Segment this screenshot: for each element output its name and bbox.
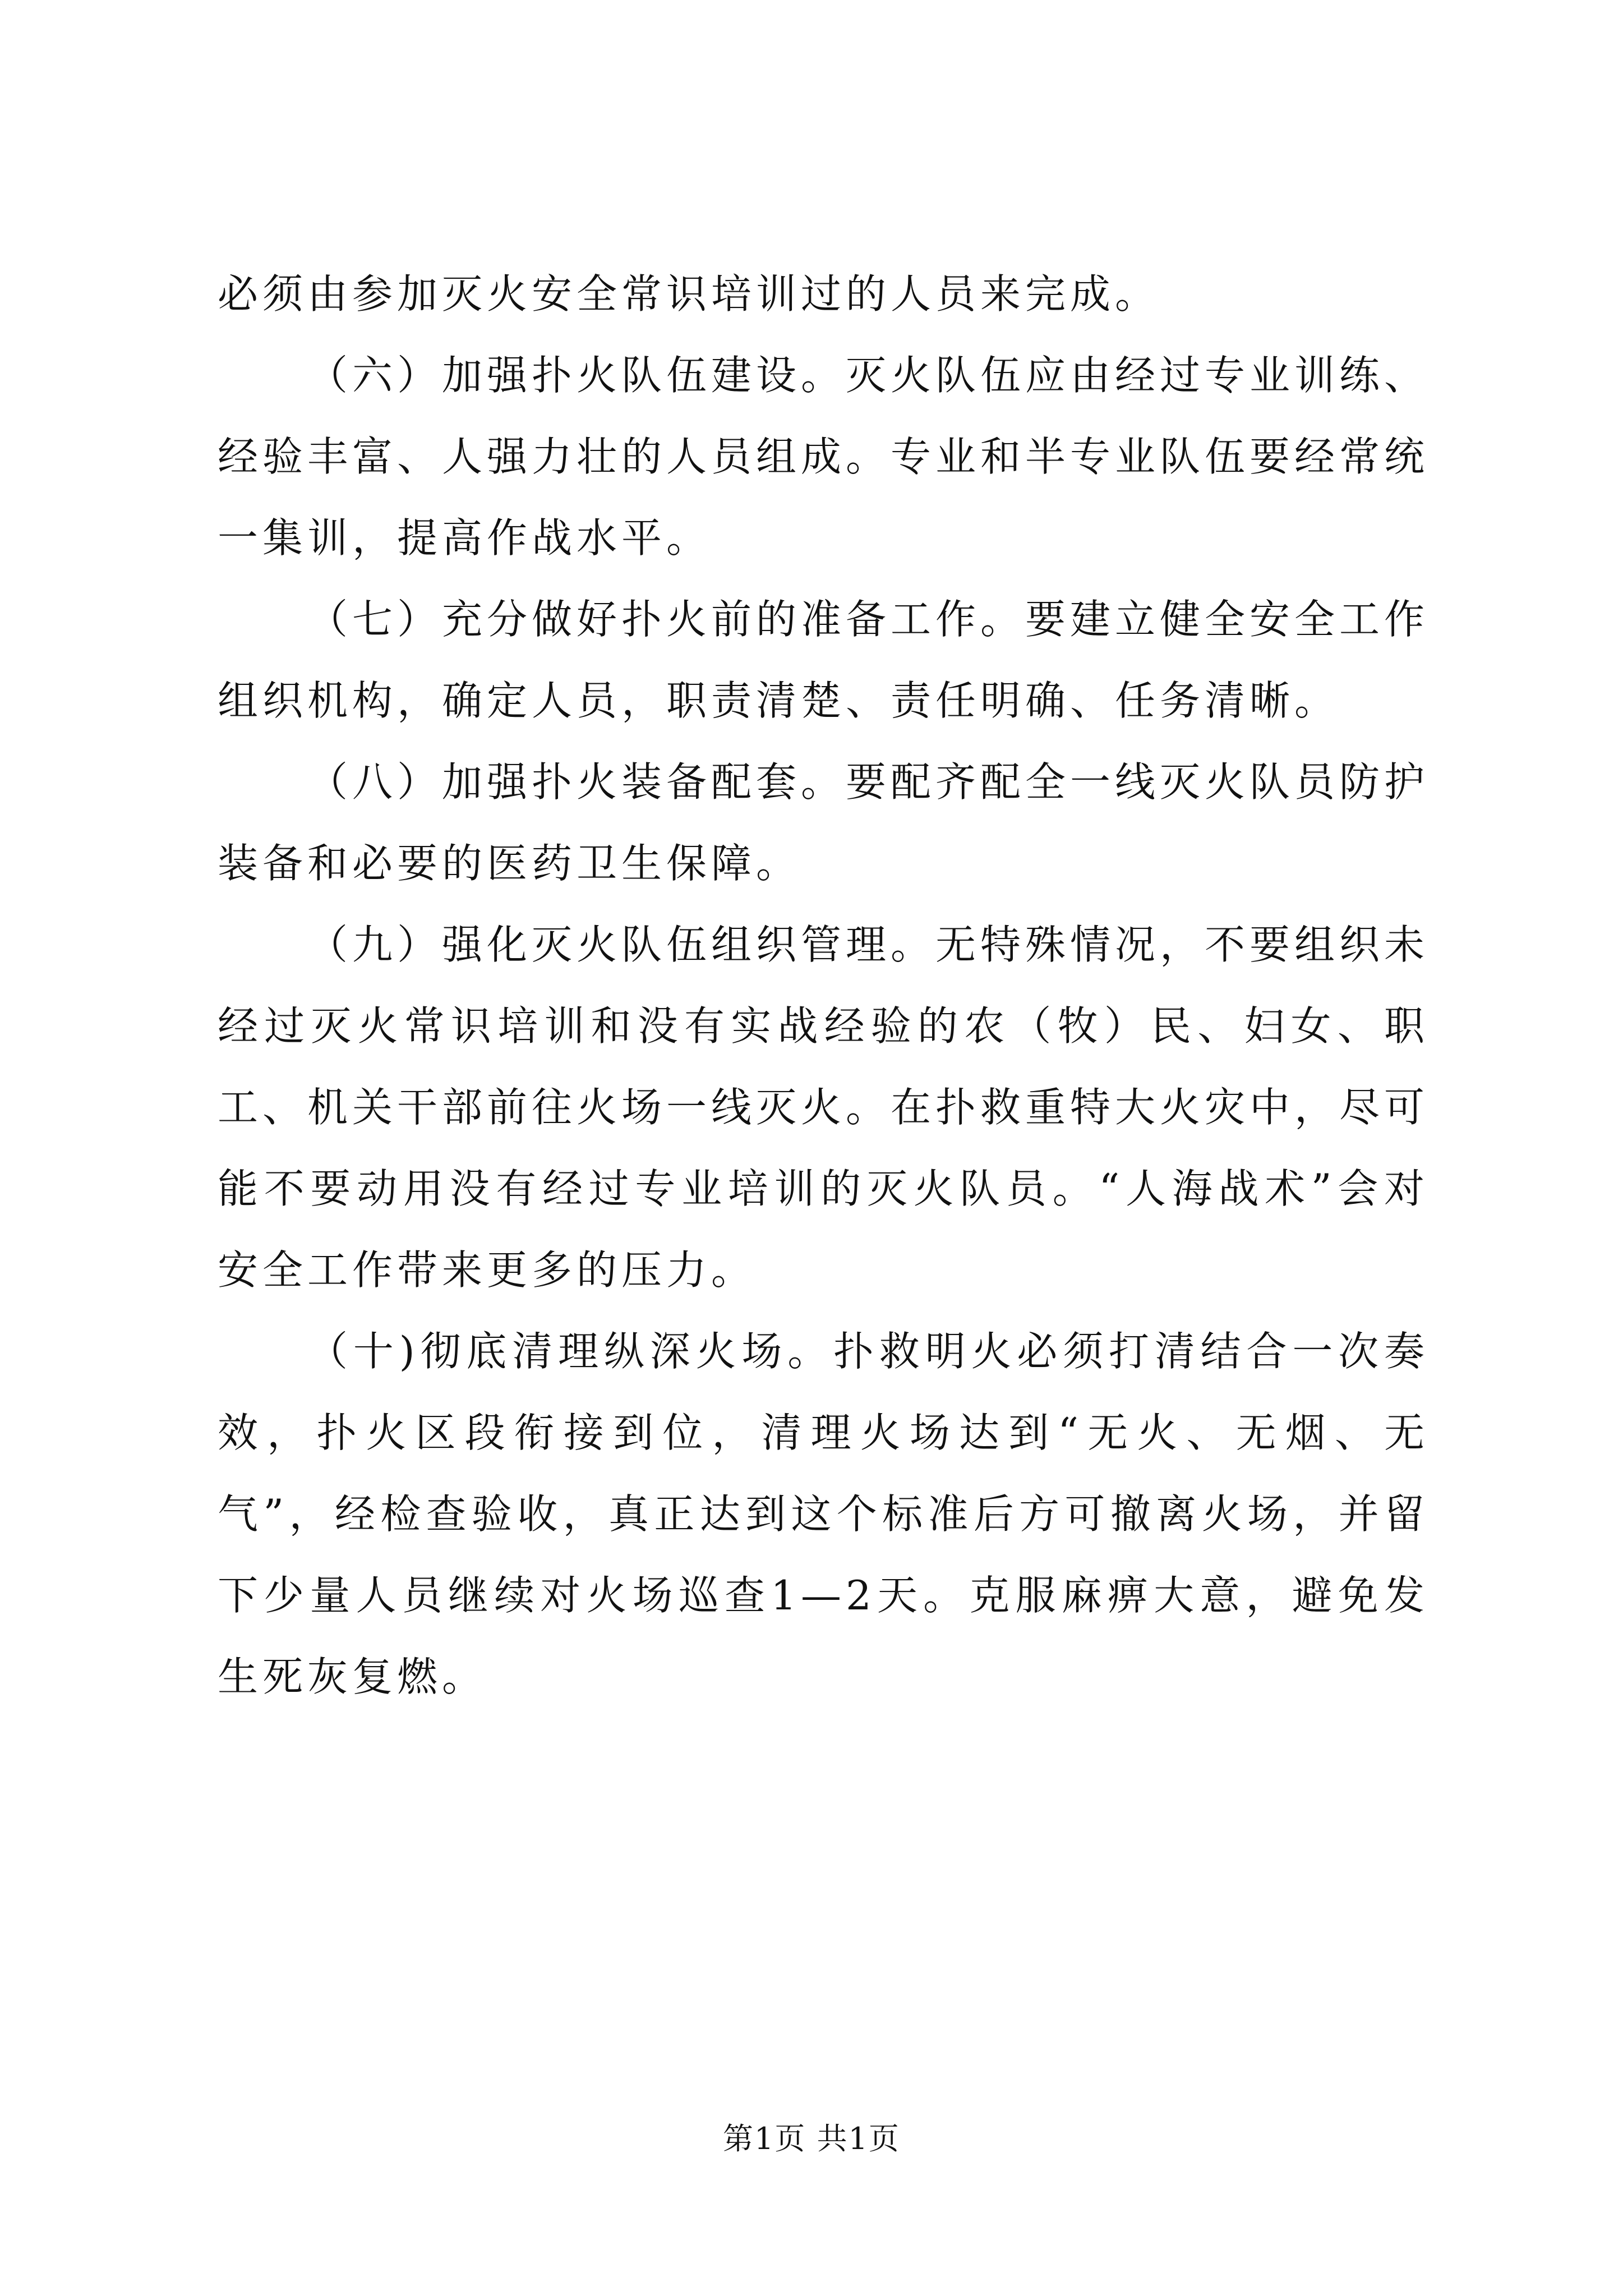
document-body	[218, 254, 1429, 1718]
page-footer: 第1页 共1页	[723, 2121, 900, 2156]
paragraph-item-8: （八）加强扑火装备配套。要配齐配全一线灭火队员防护装备和必要的医药卫生保障。	[218, 758, 1430, 887]
paragraph-item-9: （九）强化灭火队伍组织管理。无特殊情况，不要组织未经过灭火常识培训和没有实战经验的农（牧）民、妇女、职工、机关干部前往火场一线灭火。在扑救重特大火灾中，尽可能不要动用没有经过专业培训的灭火队员。“人海战术”会对安全工作带来更多的压力。	[218, 921, 1430, 1294]
paragraph-continuation: 必须由参加灭火安全常识培训过的人员来完成。	[218, 270, 1160, 318]
paragraph-item-7: （七）充分做好扑火前的准备工作。要建立健全安全工作组织机构，确定人员，职责清楚、责任明确、任务清晰。	[218, 596, 1430, 724]
paragraph-item-6: （六）加强扑火队伍建设。灭火队伍应由经过专业训练、经验丰富、人强力壮的人员组成。专业和半专业队伍要经常统一集训，提高作战水平。	[218, 352, 1430, 562]
paragraph-item-10: （十)彻底清理纵深火场。扑救明火必须打清结合一次奏效，扑火区段衔接到位，清理火场达到“无火、无烟、无气”，经检查验收，真正达到这个标准后方可撤离火场，并留下少量人员继续对火场巡查1—2天。克服麻痹大意，避免发生死灰复燃。	[218, 1328, 1429, 1700]
